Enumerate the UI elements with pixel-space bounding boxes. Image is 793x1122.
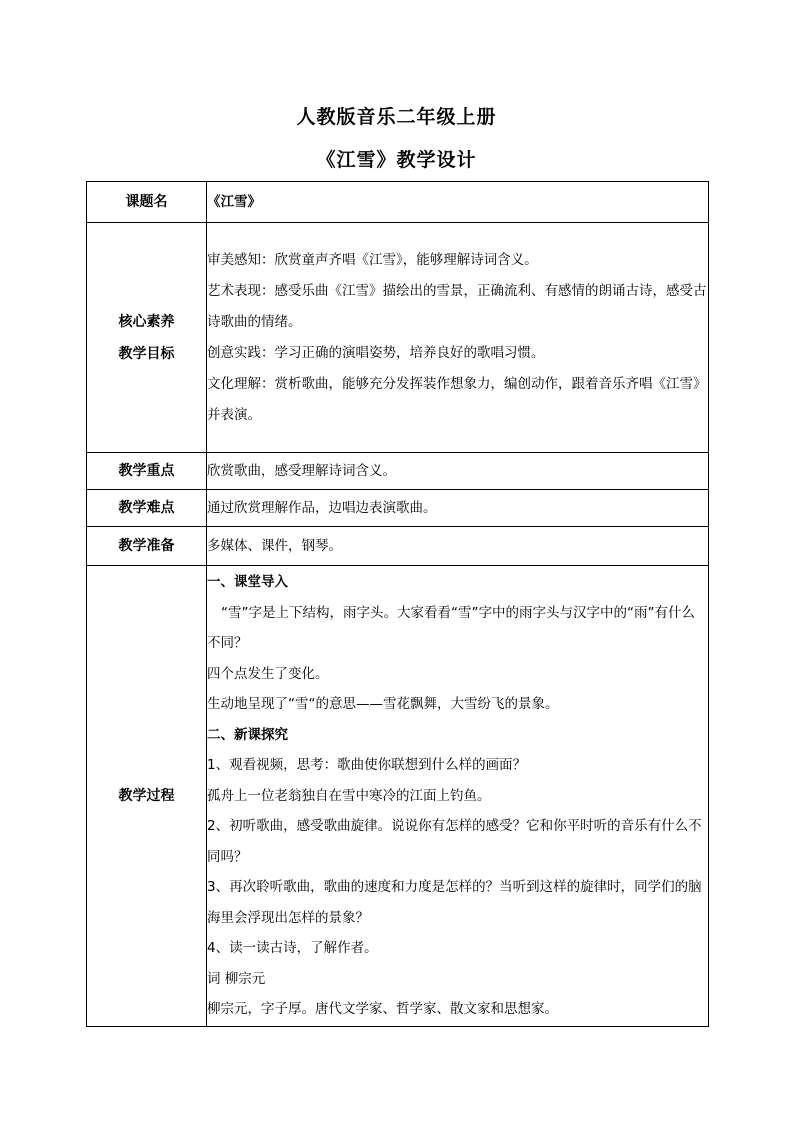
- label-process: 教学过程: [87, 566, 207, 1027]
- process-paragraph: 2、初听歌曲，感受歌曲旋律。说说你有怎样的感受？它和你平时听的音乐有什么不同吗？: [207, 818, 702, 865]
- value-key-points: 欣赏歌曲，感受理解诗词含义。: [207, 453, 709, 490]
- goal-expression: 艺术表现：感受乐曲《江雪》描绘出的雪景，正确流利、有感情的朗诵古诗，感受古诗歌曲的情绪。: [207, 282, 707, 330]
- process-paragraph: 3、再次聆听歌曲，歌曲的速度和力度是怎样的？当听到这样的旋律时，同学们的脑海里会浮现出怎样的景象？: [207, 879, 702, 926]
- document-subtitle: 《江雪》教学设计: [316, 149, 477, 171]
- process-paragraph: 词 柳宗元: [207, 970, 266, 987]
- table-row-key-points: [87, 453, 709, 490]
- label-goals-line2: 教学目标: [118, 345, 175, 362]
- section-heading-intro: 一、课堂导入: [207, 574, 288, 591]
- table-row-preparation: [87, 527, 709, 566]
- section-heading-explore: 二、新课探究: [207, 726, 288, 743]
- lesson-plan-table: [86, 181, 709, 1027]
- table-row-topic: [87, 182, 709, 223]
- process-paragraph: “雪”字是上下结构，雨字头。大家看看“雪”字中的雨字头与汉字中的“雨”有什么不同？: [207, 604, 695, 652]
- value-preparation: 多媒体、课件，钢琴。: [207, 527, 709, 566]
- value-difficulties: 通过欣赏理解作品，边唱边表演歌曲。: [207, 490, 709, 527]
- process-paragraph: 孤舟上一位老翁独自在雪中寒冷的江面上钓鱼。: [207, 787, 491, 804]
- label-goals: [87, 223, 207, 453]
- label-preparation: 教学准备: [87, 527, 207, 566]
- label-topic: 课题名: [87, 182, 207, 223]
- value-goals: [207, 223, 709, 453]
- process-paragraph: 四个点发生了变化。: [207, 665, 329, 682]
- goal-aesthetic: 审美感知：欣赏童声齐唱《江雪》，能够理解诗词含义。: [207, 251, 538, 268]
- value-topic: 《江雪》: [207, 182, 709, 223]
- process-paragraph: 4、读一读古诗，了解作者。: [207, 940, 378, 957]
- process-paragraph: 生动地呈现了“雪“的意思——雪花飘舞，大雪纷飞的景象。: [207, 696, 559, 713]
- goal-creative: 创意实践：学习正确的演唱姿势，培养良好的歌唱习惯。: [207, 344, 545, 361]
- table-row-process: [87, 566, 709, 1027]
- document-title: 人教版音乐二年级上册: [296, 106, 497, 128]
- label-goals-line1: 核心素养: [118, 313, 175, 330]
- goal-culture: 文化理解：赏析歌曲，能够充分发挥装作想象力，编创动作，跟着音乐齐唱《江雪》并表演。: [207, 375, 707, 423]
- label-difficulties: 教学难点: [87, 490, 207, 527]
- process-paragraph: 1、观看视频，思考：歌曲使你联想到什么样的画面？: [207, 757, 527, 774]
- table-row-goals: [87, 223, 709, 453]
- value-process: [207, 566, 709, 1027]
- table-row-difficulties: [87, 490, 709, 527]
- process-paragraph: 柳宗元，字子厚。唐代文学家、哲学家、散文家和思想家。: [207, 1001, 558, 1018]
- label-key-points: 教学重点: [87, 453, 207, 490]
